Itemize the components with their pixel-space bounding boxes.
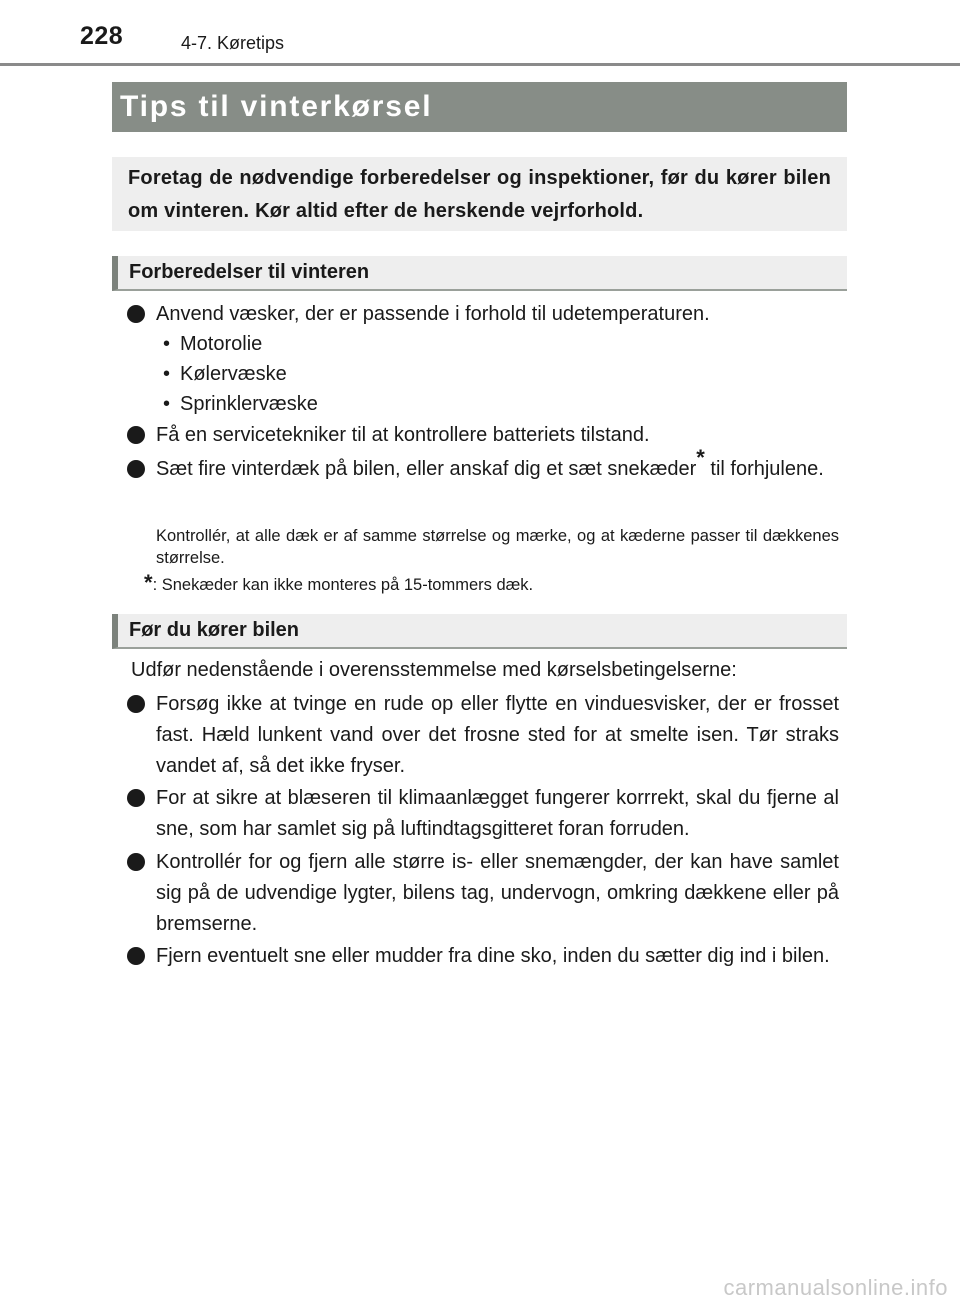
sub-list-item	[163, 329, 262, 359]
list-item	[127, 420, 839, 451]
list-item-text: Kontrollér for og fjern alle større is- eller snemængder, der kan have samlet sig på de udvendige lygter, bilens tag, undervogn, omkring dækkene eller på bremserne.	[156, 851, 839, 935]
list-item-text: For at sikre at blæseren til klimaanlægget fungerer korrrekt, skal du fjerne al sne, som har samlet sig på luftindtagsgitteret foran forruden.	[156, 787, 839, 840]
list-item-text: Forsøg ikke at tvinge en rude op eller flytte en vinduesvisker, der er frosset fast. Hæld lunkent vand over det frosne sted for at smelte isen. Tør straks vandet af, så det ikke fryser.	[156, 693, 839, 777]
bullet-icon	[127, 460, 145, 478]
subsection-heading-before-driving: Før du kører bilen	[112, 614, 847, 649]
bullet-icon	[127, 853, 145, 871]
list-item	[127, 783, 839, 845]
sub-bullet-icon: •	[163, 393, 171, 415]
sub-bullet-icon: •	[163, 333, 171, 355]
bullet-icon	[127, 789, 145, 807]
bullet-icon	[127, 426, 145, 444]
list-item	[127, 689, 839, 782]
bullet-icon	[127, 695, 145, 713]
sub-list-item	[163, 359, 287, 389]
list-item-text: Sæt fire vinterdæk på bilen, eller anskaf dig et sæt snekæder	[156, 458, 697, 480]
footnote-mark: *	[144, 570, 153, 595]
intro-text: Foretag de nødvendige forberedelser og inspektioner, før du kører bilen om vinteren. Kør altid efter de herskende vejrforhold.	[112, 157, 847, 231]
list-item	[127, 941, 839, 972]
list-item-text-end: til forhjulene.	[704, 458, 824, 480]
list-item-text: Fjern eventuelt sne eller mudder fra dine sko, inden du sætter dig ind i bilen.	[156, 945, 830, 967]
sub-list-item-text: Motorolie	[180, 333, 263, 355]
list-item	[127, 847, 839, 940]
list-item	[127, 299, 839, 330]
header-divider	[0, 63, 960, 66]
sub-list-item-text: Kølervæske	[180, 363, 287, 385]
sub-bullet-icon: •	[163, 363, 171, 385]
page-title: Tips til vinterkørsel	[112, 82, 847, 132]
section-label: 4-7. Køretips	[181, 33, 285, 53]
note-text: Kontrollér, at alle dæk er af samme størrelse og mærke, og at kæderne passer til dækkenes størrelse.	[156, 527, 839, 567]
asterisk-mark: *	[696, 445, 705, 471]
list-item	[127, 445, 839, 485]
bullet-icon	[127, 305, 145, 323]
subsection-heading-preparations: Forberedelser til vinteren	[112, 256, 847, 291]
watermark: carmanualsonline.info	[723, 1275, 948, 1300]
footnote	[144, 572, 844, 596]
bullet-icon	[127, 947, 145, 965]
list-item-text: Få en servicetekniker til at kontrollere batteriets tilstand.	[156, 424, 650, 446]
lead-text: Udfør nedenstående i overensstemmelse med kørselsbetingelserne:	[131, 659, 737, 681]
sub-list-item	[163, 389, 318, 419]
page-number: 228	[80, 22, 124, 50]
list-item-text: Anvend væsker, der er passende i forhold til udetemperaturen.	[156, 303, 710, 325]
sub-list-item-text: Sprinklervæske	[180, 393, 318, 415]
footnote-text: : Snekæder kan ikke monteres på 15-tommers dæk.	[152, 576, 534, 594]
